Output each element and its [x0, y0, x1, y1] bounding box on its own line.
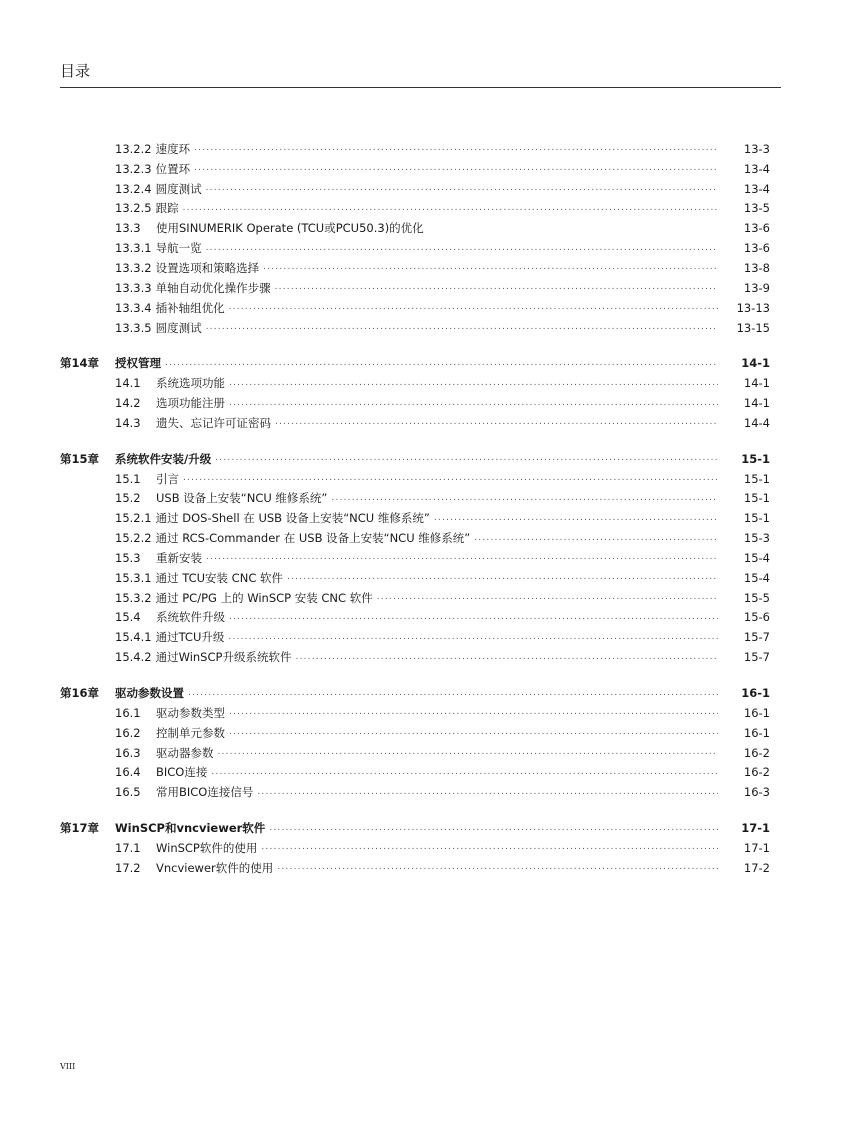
toc-entry-row[interactable]	[60, 139, 770, 159]
toc-chapter-row[interactable]	[60, 449, 770, 469]
toc-dot-leader	[229, 707, 718, 718]
toc-entry	[115, 260, 770, 276]
toc-entry-title: 常用BICO连接信号	[156, 785, 254, 800]
toc-entry-row[interactable]	[60, 413, 770, 433]
toc-entry-title: 单轴自动优化操作步骤	[155, 280, 271, 295]
toc-chapter-number: 第16章	[60, 686, 100, 701]
toc-dot-leader	[275, 417, 718, 428]
toc-dot-leader	[229, 302, 718, 313]
toc-entry-title: 驱动器参数	[156, 745, 214, 760]
toc-entry	[115, 609, 770, 625]
toc-dot-leader	[257, 787, 718, 798]
toc-section-number: 13.2.5	[115, 201, 152, 216]
toc-entry-row[interactable]	[60, 179, 770, 199]
toc-entry	[115, 395, 770, 411]
toc-entry-title: 系统软件安装/升级	[115, 451, 212, 466]
toc-page-number: 15-3	[743, 531, 770, 546]
toc-entry	[115, 181, 770, 197]
toc-section-number: 13.3.2	[115, 260, 152, 275]
toc-section-number: 16.3	[115, 745, 141, 760]
toc-section-number: 15.3.1	[115, 570, 152, 585]
toc-entry	[115, 375, 770, 391]
toc-entry-title: 系统选项功能	[156, 376, 225, 391]
toc-entry	[115, 784, 770, 800]
toc-page-number: 13-6	[743, 241, 770, 256]
toc-section-number: 14.2	[115, 396, 141, 411]
toc-dot-leader	[211, 767, 718, 778]
toc-chapter-row[interactable]	[60, 818, 770, 838]
toc-entry-title: 插补轴组优化	[155, 300, 225, 315]
toc-entry-title: USB 设备上安装“NCU 维修系统”	[156, 491, 328, 506]
toc-chapter-row[interactable]	[60, 683, 770, 703]
toc-entry-title: 控制单元参数	[156, 725, 225, 740]
toc-entry	[115, 820, 770, 836]
toc-dot-leader	[188, 688, 718, 699]
toc-entry-title: 导航一览	[155, 241, 202, 256]
toc-entry	[115, 840, 770, 856]
toc-page-number: 13-15	[736, 320, 770, 335]
toc-dot-leader	[218, 747, 719, 758]
toc-entry-title: 驱动参数设置	[115, 686, 184, 701]
toc-dot-leader	[194, 143, 718, 154]
toc-entry-row[interactable]	[60, 762, 770, 782]
toc-entry-title: 授权管理	[115, 356, 161, 371]
toc-dot-leader	[228, 632, 718, 643]
toc-section-number: 15.3.2	[115, 590, 152, 605]
toc-dot-leader	[206, 243, 718, 254]
toc-section-number: 15.4.1	[115, 630, 152, 645]
toc-section-number: 16.5	[115, 785, 141, 800]
toc-entry	[115, 860, 770, 876]
toc-page-number: 15-7	[743, 630, 770, 645]
toc-dot-leader	[229, 378, 718, 389]
toc-dot-leader	[206, 552, 718, 563]
toc-page-number: 16-3	[743, 785, 770, 800]
toc-entry	[115, 725, 770, 741]
toc-page-number: 15-6	[743, 610, 770, 625]
toc-section-number: 13.3.4	[115, 300, 152, 315]
toc-entry-title: 通过WinSCP升级系统软件	[155, 650, 292, 665]
toc-entry-title: 驱动参数类型	[156, 705, 225, 720]
toc-entry-title: 通过 RCS-Commander 在 USB 设备上安装“NCU 维修系统”	[155, 531, 471, 546]
toc-chapter-number: 第15章	[60, 451, 100, 466]
toc-entry-title: 通过TCU升级	[155, 630, 225, 645]
toc-entry-title: Vncviewer软件的使用	[156, 860, 274, 875]
toc-page-number: 17-1	[741, 821, 770, 836]
toc-dot-leader	[269, 823, 718, 834]
toc-dot-leader	[229, 727, 718, 738]
toc-entry	[115, 220, 770, 236]
toc-page-number: 15-1	[743, 471, 770, 486]
toc-dot-leader	[183, 203, 718, 214]
toc-entry-title: WinSCP和vncviewer软件	[115, 821, 266, 836]
toc-section-number: 13.3.1	[115, 241, 152, 256]
toc-entry-row[interactable]	[60, 548, 770, 568]
toc-dot-leader	[474, 533, 718, 544]
toc-page-number: 13-4	[743, 181, 770, 196]
header-divider	[60, 87, 781, 88]
toc-entry-title: 选项功能注册	[156, 396, 225, 411]
toc-entry	[115, 490, 770, 506]
toc-entry-row[interactable]	[60, 318, 770, 338]
toc-page-number: 16-2	[743, 745, 770, 760]
toc-section-number: 13.3	[115, 221, 141, 236]
toc-section-number: 13.2.3	[115, 161, 152, 176]
toc-dot-leader	[295, 652, 718, 663]
toc-chapter-number: 第14章	[60, 356, 100, 371]
toc-entry-row[interactable]	[60, 528, 770, 548]
toc-page-number: 15-1	[743, 511, 770, 526]
toc-page-number: 13-13	[736, 300, 770, 315]
toc-section-number: 15.1	[115, 471, 141, 486]
toc-entry	[115, 745, 770, 761]
toc-entry-title: 位置环	[155, 161, 191, 176]
toc-page-number: 15-1	[743, 491, 770, 506]
toc-chapter-row[interactable]	[60, 353, 770, 373]
toc-page-number: 16-2	[743, 765, 770, 780]
toc-entry-row[interactable]	[60, 723, 770, 743]
toc-dot-leader	[434, 513, 718, 524]
toc-entry	[115, 141, 770, 157]
toc-section-number: 15.3	[115, 550, 141, 565]
toc-dot-leader	[261, 842, 718, 853]
toc-section-number: 13.3.5	[115, 320, 152, 335]
toc-entry-row[interactable]	[60, 489, 770, 509]
toc-section-number: 17.2	[115, 860, 141, 875]
toc-entry-row[interactable]	[60, 469, 770, 489]
toc-entry-title: 圆度测试	[155, 181, 202, 196]
toc-chapter-number: 第17章	[60, 821, 100, 836]
toc-dot-leader	[194, 163, 718, 174]
toc-page-number: 13-9	[743, 280, 770, 295]
toc-entry-title: 通过 DOS-Shell 在 USB 设备上安装“NCU 维修系统”	[155, 511, 430, 526]
toc-entry-row[interactable]	[60, 743, 770, 763]
toc-page-number: 16-1	[743, 705, 770, 720]
toc-entry-title: 遗失、忘记许可证密码	[156, 415, 271, 430]
toc-dot-leader	[215, 453, 718, 464]
toc-entry-title: 速度环	[155, 141, 191, 156]
toc-entry	[115, 570, 770, 586]
toc-page-number: 14-1	[743, 396, 770, 411]
toc-section-number: 13.2.2	[115, 141, 152, 156]
toc-page-number: 13-8	[743, 260, 770, 275]
toc-entry-row[interactable]	[60, 647, 770, 667]
toc-entry-title: 设置选项和策略选择	[155, 260, 260, 275]
toc-entry-row[interactable]	[60, 588, 770, 608]
toc-section-number: 15.4.2	[115, 650, 152, 665]
toc-dot-leader	[229, 612, 718, 623]
toc-section-number: 15.2.1	[115, 511, 152, 526]
toc-section-number: 17.1	[115, 840, 141, 855]
toc-entry	[115, 764, 770, 780]
toc-entry	[115, 649, 770, 665]
toc-dot-leader	[377, 592, 718, 603]
toc-entry-title: 使用SINUMERIK Operate (TCU或PCU50.3)的优化	[156, 221, 424, 236]
toc-entry	[115, 629, 770, 645]
toc-entry-row[interactable]	[60, 782, 770, 802]
toc-entry-title: 引言	[156, 471, 179, 486]
toc-dot-leader	[206, 183, 718, 194]
toc-entry-row[interactable]	[60, 218, 770, 238]
toc-dot-leader	[275, 282, 718, 293]
toc-dot-leader	[165, 358, 718, 369]
toc-dot-leader	[229, 398, 718, 409]
toc-page-number: 16-1	[741, 686, 770, 701]
toc-page-number: 15-4	[743, 550, 770, 565]
toc-dot-leader	[183, 473, 718, 484]
toc-page-number: 15-7	[743, 650, 770, 665]
toc-page-number: 17-1	[743, 840, 770, 855]
toc-entry-row[interactable]	[60, 508, 770, 528]
toc-entry	[115, 550, 770, 566]
toc-entry-title: 通过 PC/PG 上的 WinSCP 安装 CNC 软件	[155, 590, 373, 605]
page-header-title: 目录	[60, 62, 91, 80]
page-number: VIII	[60, 1062, 76, 1071]
toc-entry	[115, 685, 770, 701]
toc-entry	[115, 530, 770, 546]
toc-entry-row[interactable]	[60, 278, 770, 298]
toc-entry-row[interactable]	[60, 703, 770, 723]
toc-entry-title: WinSCP软件的使用	[156, 840, 258, 855]
toc-page-number: 17-2	[743, 860, 770, 875]
toc-entry	[115, 240, 770, 256]
toc-entry-row[interactable]	[60, 838, 770, 858]
toc-entry-row[interactable]	[60, 568, 770, 588]
toc-section-number: 16.2	[115, 725, 141, 740]
toc-dot-leader	[263, 262, 718, 273]
toc-entry-row[interactable]	[60, 199, 770, 219]
toc-dot-leader	[277, 862, 718, 873]
toc-entry-row[interactable]	[60, 373, 770, 393]
toc-entry-title: 圆度测试	[155, 320, 202, 335]
toc-entry	[115, 320, 770, 336]
toc-page-number: 15-5	[743, 590, 770, 605]
toc-entry	[115, 161, 770, 177]
toc-page-number: 13-3	[743, 141, 770, 156]
toc-entry-row[interactable]	[60, 238, 770, 258]
toc-entry	[115, 590, 770, 606]
toc-section-number: 14.1	[115, 376, 141, 391]
toc-entry-row[interactable]	[60, 258, 770, 278]
toc-section-number: 13.3.3	[115, 280, 152, 295]
toc-page-number: 14-4	[743, 415, 770, 430]
toc-page-number: 14-1	[743, 376, 770, 391]
toc-entry	[115, 451, 770, 467]
toc-entry	[115, 510, 770, 526]
toc-entry-title: 重新安装	[156, 550, 202, 565]
toc-page-number: 14-1	[741, 356, 770, 371]
toc-section-number: 13.2.4	[115, 181, 152, 196]
toc-entry-row[interactable]	[60, 298, 770, 318]
toc-section-number: 16.1	[115, 705, 141, 720]
toc-entry	[115, 355, 770, 371]
toc-section-number: 14.3	[115, 415, 141, 430]
toc-entry-title: 通过 TCU安装 CNC 软件	[155, 570, 284, 585]
toc-entry	[115, 705, 770, 721]
toc-entry-title: BICO连接	[156, 765, 208, 780]
toc-entry-row[interactable]	[60, 858, 770, 878]
table-of-contents	[60, 139, 770, 878]
toc-entry-row[interactable]	[60, 393, 770, 413]
toc-dot-leader	[287, 572, 718, 583]
toc-page-number: 13-5	[743, 201, 770, 216]
toc-entry	[115, 200, 770, 216]
toc-page-number: 15-4	[743, 570, 770, 585]
toc-section-number: 15.4	[115, 610, 141, 625]
toc-entry-row[interactable]	[60, 608, 770, 628]
toc-section-number: 15.2	[115, 491, 141, 506]
toc-entry-title: 系统软件升级	[156, 610, 225, 625]
toc-section-number: 16.4	[115, 765, 141, 780]
toc-entry-row[interactable]	[60, 627, 770, 647]
toc-entry-row[interactable]	[60, 159, 770, 179]
toc-section-number: 15.2.2	[115, 531, 152, 546]
toc-page-number: 13-4	[743, 161, 770, 176]
toc-page-number: 13-6	[743, 221, 770, 236]
toc-entry-title: 跟踪	[155, 201, 179, 216]
toc-entry	[115, 300, 770, 316]
toc-entry	[115, 471, 770, 487]
toc-page-number: 16-1	[743, 725, 770, 740]
toc-entry	[115, 280, 770, 296]
toc-dot-leader	[206, 322, 718, 333]
toc-page-number: 15-1	[741, 451, 770, 466]
toc-dot-leader	[331, 493, 718, 504]
toc-entry	[115, 415, 770, 431]
